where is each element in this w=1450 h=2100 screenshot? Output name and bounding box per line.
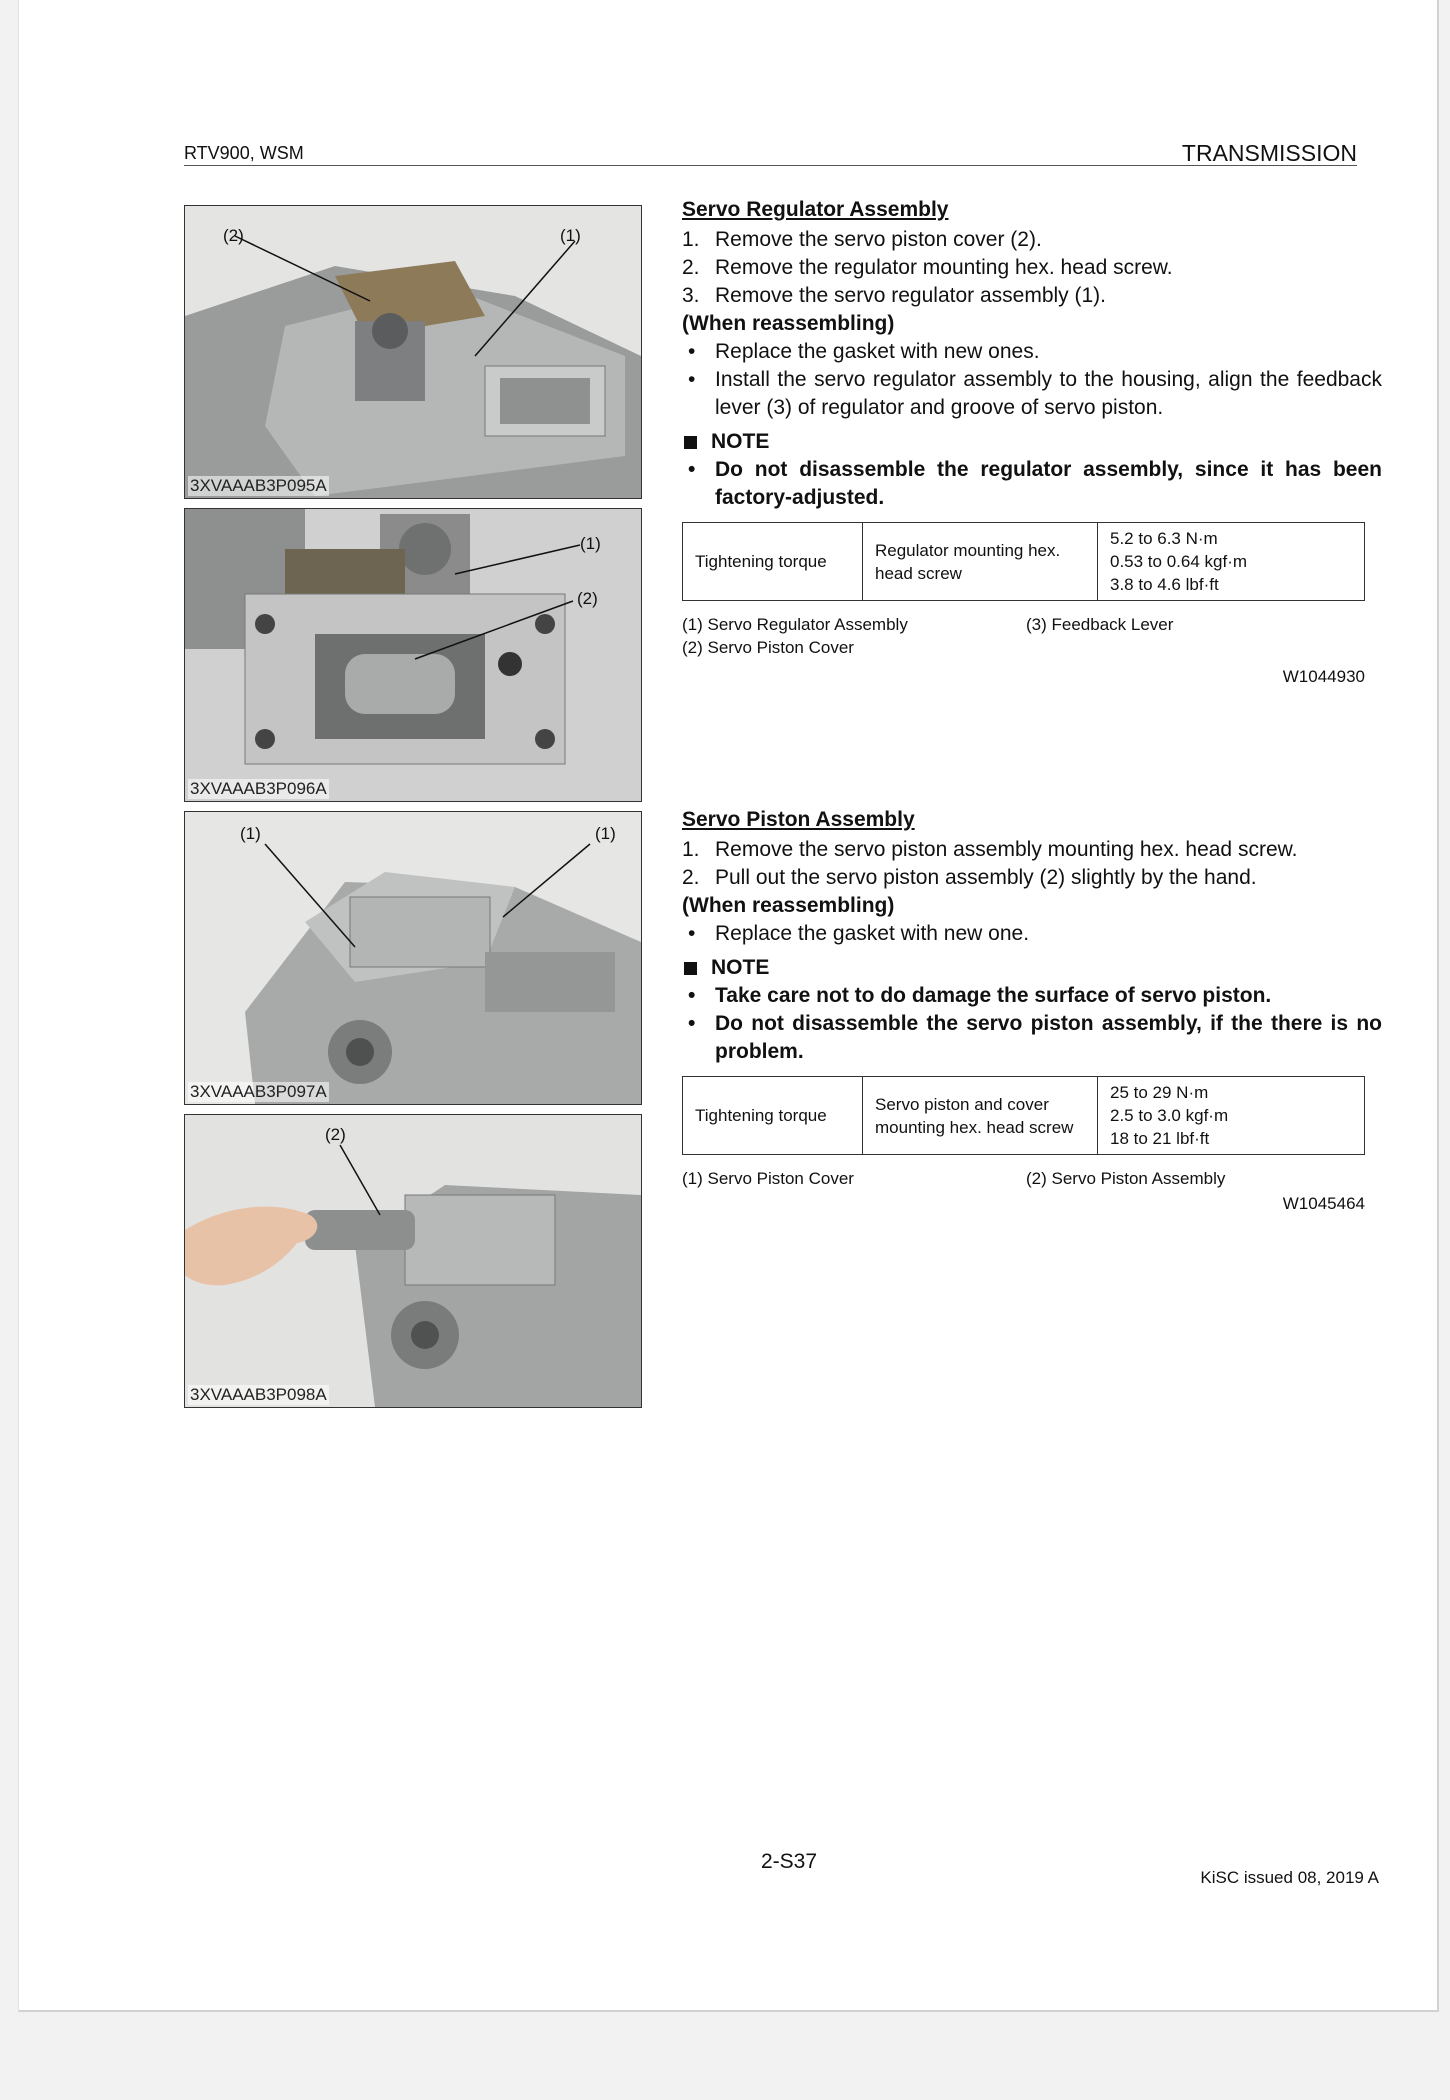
photo-image <box>185 509 641 801</box>
torque-values: 25 to 29 N·m 2.5 to 3.0 kgf·m 18 to 21 lbf·ft <box>1098 1077 1365 1155</box>
header-chapter: TRANSMISSION <box>1181 140 1357 166</box>
legend-item: (2) Servo Piston Cover <box>682 638 854 657</box>
step-number: 2. <box>682 866 700 889</box>
step-number: 1. <box>682 228 700 251</box>
note-item: • Do not disassemble the regulator assembly, since it has been factory-adjusted. <box>688 458 1382 509</box>
callout-label: (1) <box>580 534 601 553</box>
section-servo-piston <box>682 808 1382 1214</box>
photo-image <box>185 206 641 498</box>
step-2 <box>682 254 1382 282</box>
callout-label: (1) <box>240 824 261 843</box>
callout-label: (1) <box>595 824 616 843</box>
reassembling-heading: (When reassembling) <box>682 312 895 335</box>
reassembling-heading: (When reassembling) <box>682 894 895 917</box>
step-1 <box>682 836 1382 864</box>
note-item: • Take care not to do damage the surface of servo piston. <box>688 984 1272 1007</box>
page-number: 2-S37 <box>761 1850 818 1873</box>
figure-caption: 3XVAAAB3P097A <box>190 1082 327 1101</box>
section-servo-regulator <box>682 198 1382 687</box>
torque-label: Tightening torque <box>683 1077 863 1155</box>
step-text: Remove the servo regulator assembly (1). <box>715 284 1106 307</box>
header-model: RTV900, WSM <box>184 143 304 163</box>
note-heading: NOTE <box>682 428 1382 456</box>
step-2 <box>682 864 1382 892</box>
figure-servo-piston-cover-photo <box>184 508 642 802</box>
figure-caption: 3XVAAAB3P095A <box>190 476 327 495</box>
callout-label: (2) <box>325 1125 346 1144</box>
reassembling-item: • Replace the gasket with new one. <box>688 922 1030 945</box>
legend-item: (1) Servo Piston Cover <box>682 1169 854 1188</box>
legend-item: (2) Servo Piston Assembly <box>1026 1169 1226 1188</box>
note-square-icon <box>684 436 697 449</box>
torque-item: Servo piston and cover mounting hex. head screw <box>863 1077 1098 1155</box>
figure-servo-regulator-photo <box>184 205 642 499</box>
step-number: 1. <box>682 838 700 861</box>
photo-image <box>185 1115 641 1407</box>
step-3 <box>682 282 1382 310</box>
figure-caption: 3XVAAAB3P098A <box>190 1385 327 1404</box>
reference-code: W1044930 <box>1282 667 1365 686</box>
torque-values: 5.2 to 6.3 N·m 0.53 to 0.64 kgf·m 3.8 to 4.6 lbf·ft <box>1098 523 1365 601</box>
callout-label: (2) <box>577 589 598 608</box>
legend-item: (3) Feedback Lever <box>1026 615 1174 634</box>
reassembling-item: • Install the servo regulator assembly to the housing, align the feedback lever (3) of regulator and groove of servo piston. <box>688 368 1382 419</box>
step-text: Remove the servo piston assembly mounting hex. head screw. <box>715 838 1298 861</box>
header-rule <box>184 165 1357 166</box>
reference-code: W1045464 <box>1282 1194 1365 1213</box>
step-text: Remove the servo piston cover (2). <box>715 228 1042 251</box>
note-square-icon <box>684 962 697 975</box>
callout-label: (2) <box>223 226 244 245</box>
issue-note: KiSC issued 08, 2019 A <box>1200 1868 1379 1887</box>
figure-legend <box>682 1167 1382 1190</box>
section-title: Servo Regulator Assembly <box>682 198 949 221</box>
note-item: • Do not disassemble the servo piston assembly, if the there is no problem. <box>688 1012 1382 1063</box>
step-number: 3. <box>682 284 700 307</box>
step-number: 2. <box>682 256 700 279</box>
torque-table <box>682 1076 1365 1155</box>
figure-servo-piston-removal-photo <box>184 1114 642 1408</box>
callout-label: (1) <box>560 226 581 245</box>
legend-item: (1) Servo Regulator Assembly <box>682 615 908 634</box>
section-title: Servo Piston Assembly <box>682 808 915 831</box>
torque-label: Tightening torque <box>683 523 863 601</box>
figure-legend <box>682 613 1382 659</box>
reassembling-item: • Replace the gasket with new ones. <box>688 340 1040 363</box>
note-heading: NOTE <box>682 954 1382 982</box>
step-text: Pull out the servo piston assembly (2) slightly by the hand. <box>715 866 1257 889</box>
torque-table <box>682 522 1365 601</box>
torque-item: Regulator mounting hex. head screw <box>863 523 1098 601</box>
step-text: Remove the regulator mounting hex. head screw. <box>715 256 1173 279</box>
figure-caption: 3XVAAAB3P096A <box>190 779 327 798</box>
step-1 <box>682 226 1382 254</box>
figure-servo-piston-mount-photo <box>184 811 642 1105</box>
photo-image <box>185 812 641 1104</box>
manual-page <box>18 0 1439 2012</box>
